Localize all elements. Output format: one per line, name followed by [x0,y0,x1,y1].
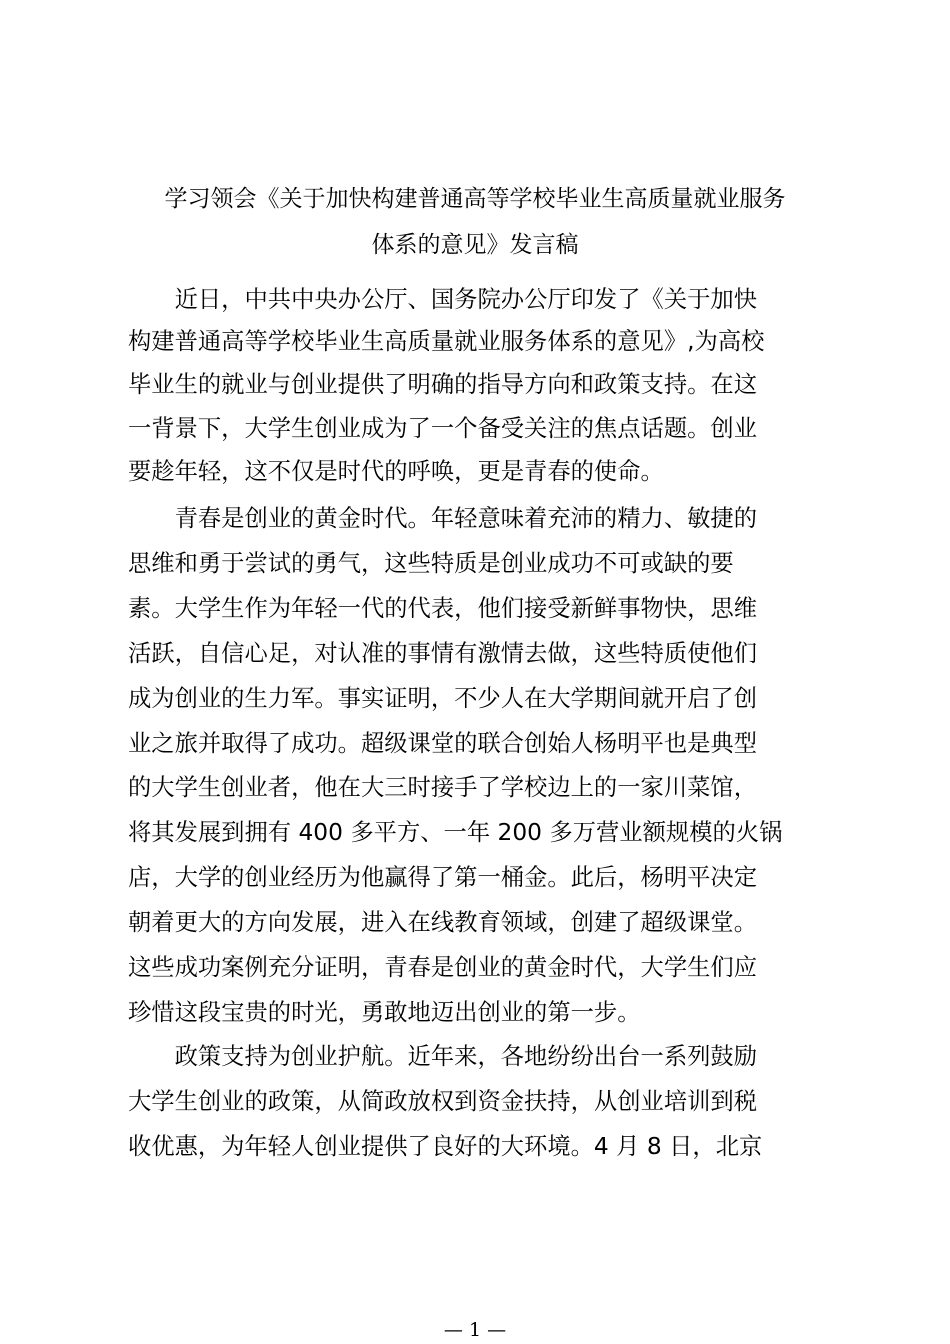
body-line-3: 毕业生的就业与创业提供了明确的指导方向和政策支持。在这 [128,371,758,398]
body-line-16: 这些成功案例充分证明，青春是创业的黄金时代，大学生们应 [128,954,758,981]
body-line-2: 构建普通高等学校毕业生高质量就业服务体系的意见》,为高校 [128,328,765,355]
body-line-19: 大学生创业的政策，从简政放权到资金扶持，从创业培训到税 [128,1088,758,1115]
title-line-2: 体系的意见》发言稿 [371,232,579,258]
body-line-11: 业之旅并取得了成功。超级课堂的联合创始人杨明平也是典型 [128,730,758,757]
body-line-7: 思维和勇于尝试的勇气，这些特质是创业成功不可或缺的要 [128,550,734,577]
body-line-5: 要趁年轻，这不仅是时代的呼唤，更是青春的使命。 [128,458,664,485]
body-line-1: 近日，中共中央办公厅、国务院办公厅印发了《关于加快 [128,286,758,313]
page-number: — 1 — [443,1319,507,1341]
body-line-17: 珍惜这段宝贵的时光，勇敢地迈出创业的第一步。 [128,999,641,1026]
body-line-10: 成为创业的生力军。事实证明，不少人在大学期间就开启了创 [128,685,758,712]
body-line-15: 朝着更大的方向发展，进入在线教育领域，创建了超级课堂。 [128,909,758,936]
document-title [120,176,830,268]
body-line-6: 青春是创业的黄金时代。年轻意味着充沛的精力、敏捷的 [128,505,758,532]
body-line-18: 政策支持为创业护航。近年来，各地纷纷出台一系列鼓励 [128,1043,758,1070]
body-line-20: 收优惠，为年轻人创业提供了良好的大环境。4 月 8 日，北京 [128,1133,763,1160]
body-line-12: 的大学生创业者，他在大三时接手了学校边上的一家川菜馆， [128,774,758,801]
body-line-8: 素。大学生作为年轻一代的代表，他们接受新鲜事物快，思维 [128,595,758,622]
body-line-14: 店，大学的创业经历为他赢得了第一桶金。此后，杨明平决定 [128,864,758,891]
body-line-13: 将其发展到拥有 400 多平方、一年 200 多万营业额规模的火锅 [128,819,783,846]
body-line-4: 一背景下，大学生创业成为了一个备受关注的焦点话题。创业 [128,415,758,442]
title-line-1: 学习领会《关于加快构建普通高等学校毕业生高质量就业服务 [164,186,786,212]
body-line-9: 活跃，自信心足，对认准的事情有激情去做，这些特质使他们 [128,640,758,667]
